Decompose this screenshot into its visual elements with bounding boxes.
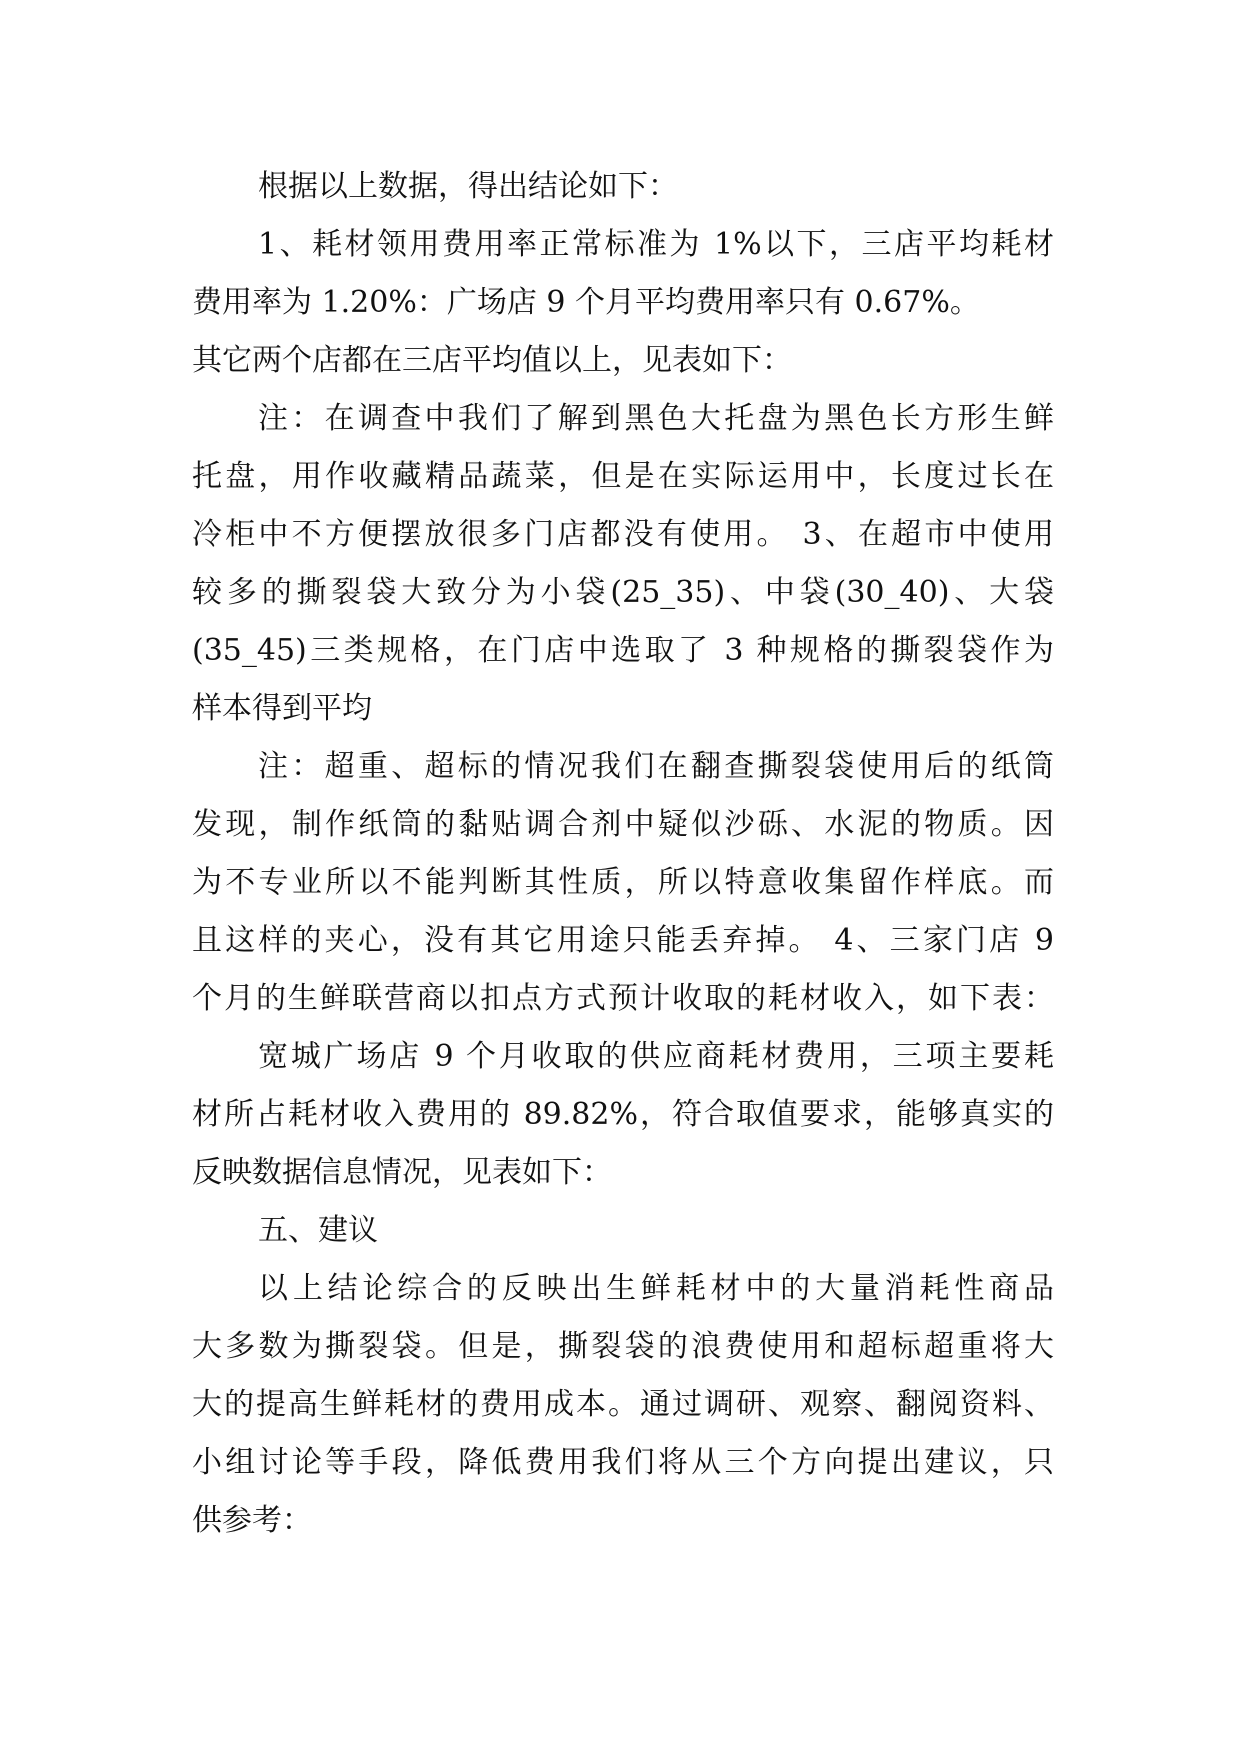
section-heading: 五、建议 — [258, 1213, 378, 1248]
text-line: 根据以上数据，得出结论如下： — [258, 169, 678, 204]
text-line: 以上结论综合的反映出生鲜耗材中的大量消耗性商品 — [258, 1271, 1054, 1306]
text-line: 小组讨论等手段，降低费用我们将从三个方向提出建议，只 — [192, 1445, 1054, 1480]
text-line: (35_45)三类规格，在门店中选取了 3 种规格的撕裂袋作为 — [192, 633, 1054, 668]
text-line: 较多的撕裂袋大致分为小袋(25_35)、中袋(30_40)、大袋 — [192, 575, 1054, 610]
text-line: 注：超重、超标的情况我们在翻查撕裂袋使用后的纸筒 — [258, 749, 1054, 784]
text-line: 样本得到平均 — [192, 691, 372, 726]
text-line: 费用率为 1.20%：广场店 9 个月平均费用率只有 0.67%。 — [192, 285, 980, 320]
text-line: 材所占耗材收入费用的 89.82%，符合取值要求，能够真实的 — [192, 1097, 1054, 1132]
text-line: 反映数据信息情况，见表如下： — [192, 1155, 612, 1190]
text-line: 个月的生鲜联营商以扣点方式预计收取的耗材收入，如下表： — [192, 981, 1054, 1016]
text-line: 1、耗材领用费用率正常标准为 1%以下，三店平均耗材 — [258, 227, 1054, 262]
text-line: 托盘，用作收藏精品蔬菜，但是在实际运用中，长度过长在 — [192, 459, 1054, 494]
text-line: 供参考： — [192, 1503, 312, 1538]
text-line: 且这样的夹心，没有其它用途只能丢弃掉。 4、三家门店 9 — [192, 923, 1054, 958]
text-line: 发现，制作纸筒的黏贴调合剂中疑似沙砾、水泥的物质。因 — [192, 807, 1054, 842]
text-line: 冷柜中不方便摆放很多门店都没有使用。 3、在超市中使用 — [192, 517, 1054, 552]
text-line: 其它两个店都在三店平均值以上，见表如下： — [192, 343, 792, 378]
text-line: 大多数为撕裂袋。但是，撕裂袋的浪费使用和超标超重将大 — [192, 1329, 1054, 1364]
text-line: 注：在调查中我们了解到黑色大托盘为黑色长方形生鲜 — [258, 401, 1054, 436]
text-line: 为不专业所以不能判断其性质，所以特意收集留作样底。而 — [192, 865, 1054, 900]
text-line: 大的提高生鲜耗材的费用成本。通过调研、观察、翻阅资料、 — [192, 1387, 1054, 1422]
text-line: 宽城广场店 9 个月收取的供应商耗材费用，三项主要耗 — [258, 1039, 1054, 1074]
